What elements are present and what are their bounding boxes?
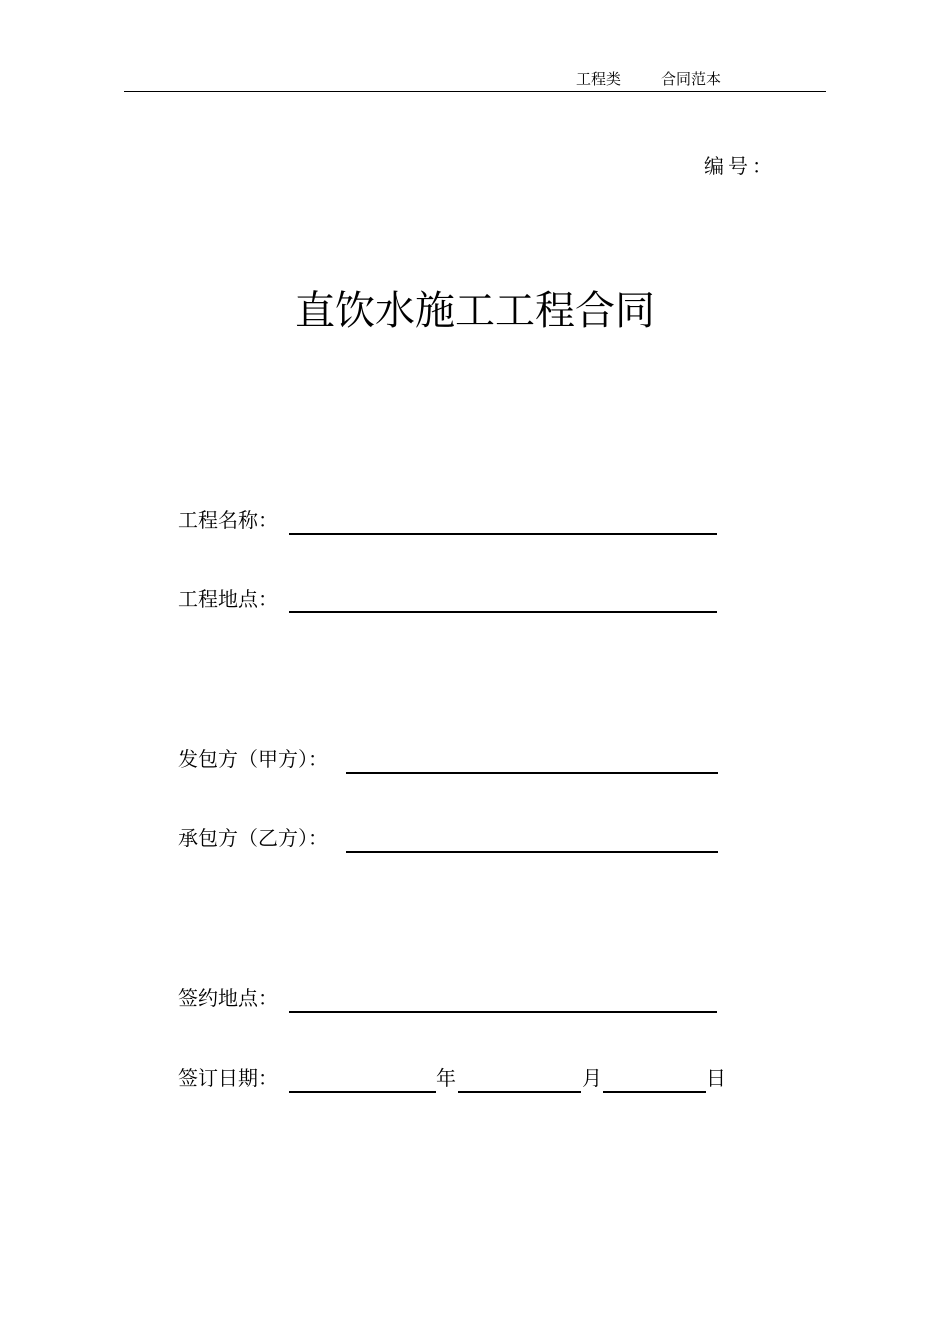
header-category: 工程类 bbox=[576, 70, 622, 88]
date-year-unit: 年 bbox=[436, 1066, 456, 1090]
header-rule bbox=[124, 91, 826, 92]
date-day-line[interactable] bbox=[603, 1091, 706, 1093]
signing-place-label: 签约地点： bbox=[178, 986, 278, 1010]
contract-number-label: 编号： bbox=[704, 154, 776, 178]
party-a-line[interactable] bbox=[346, 772, 718, 774]
date-month-unit: 月 bbox=[582, 1066, 602, 1090]
project-name-line[interactable] bbox=[289, 533, 717, 535]
party-b-line[interactable] bbox=[346, 851, 718, 853]
signing-place-line[interactable] bbox=[289, 1011, 717, 1013]
date-day-unit: 日 bbox=[706, 1066, 726, 1090]
project-location-line[interactable] bbox=[289, 611, 717, 613]
header-type: 合同范本 bbox=[661, 70, 722, 88]
document-title: 直饮水施工工程合同 bbox=[295, 288, 655, 334]
date-year-line[interactable] bbox=[289, 1091, 436, 1093]
signing-date-label: 签订日期： bbox=[178, 1066, 278, 1090]
party-a-label: 发包方（甲方）： bbox=[178, 747, 328, 771]
project-location-label: 工程地点： bbox=[178, 587, 278, 611]
party-b-label: 承包方（乙方）： bbox=[178, 826, 328, 850]
date-month-line[interactable] bbox=[458, 1091, 581, 1093]
project-name-label: 工程名称： bbox=[178, 508, 278, 532]
